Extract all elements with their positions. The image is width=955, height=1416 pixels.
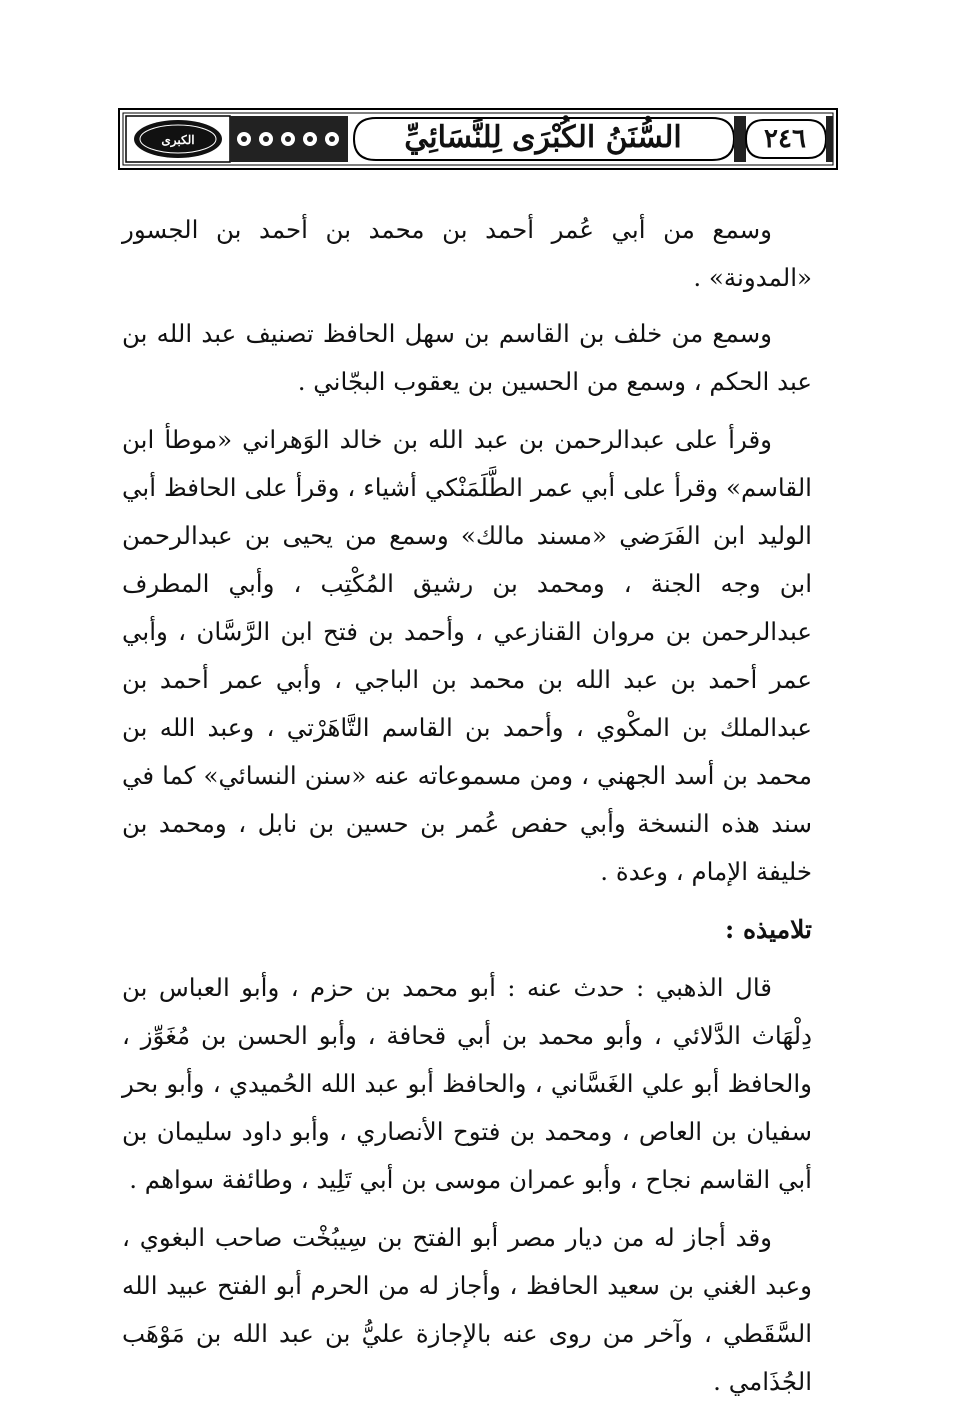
section-heading: تلاميذه : xyxy=(725,915,812,944)
paragraph: وسمع من أبي عُمر أحمد بن محمد بن أحمد بن الجسور «المدونة» . xyxy=(122,215,812,292)
paragraph: وقرأ على عبدالرحمن بن عبد الله بن خالد الوَهراني «موطأ ابن القاسم» وقرأ على أبي عمر الطَّلَمَنْكي أشياء ، وقرأ على الحافظ أبي الوليد ابن الفَرَضي «مسند مالك» وسمع من يحيى بن عبدالرحمن ابن وجه الجنة ، ومحمد بن رشيق المُكْتِب ، وأبي المطرف عبدالرحمن بن مروان القنازعي ، وأحمد بن فتح ابن الرَّسَّان ، وأبي عمر أحمد بن عبد الله بن محمد بن الباجي ، وأبي عمر أحمد بن عبدالملك بن المكْوي ، وأحمد بن القاسم التَّاهَرْتي ، وعبد الله بن محمد بن أسد الجهني ، ومن مسموعاته عنه «سنن النسائي» كما في سند هذه النسخة وأبي حفص عُمر بن حسين بن نابل ، ومحمد بن خليفة الإمام ، وعدة . xyxy=(122,425,812,886)
page-body xyxy=(122,206,812,1416)
paragraph: وقد أجاز له من ديار مصر أبو الفتح بن سِيبُخْت صاحب البغوي ، وعبد الغني بن سعيد الحافظ ، وأجاز له من الحرم أبو الفتح عبيد الله السَّقَطي ، وآخر من روى عنه بالإجازة عليُّ بن عبد الله بن مَوْهَب الجُذَامي . xyxy=(122,1223,812,1396)
running-title: السُّنَنُ الكُبْرَى لِلنَّسَائِيِّ xyxy=(404,120,682,155)
page-number: ٢٤٦ xyxy=(764,124,806,154)
header-logo: الكبرى xyxy=(161,133,195,147)
paragraph: وسمع من خلف بن القاسم بن سهل الحافظ تصنيف عبد الله بن عبد الحكم ، وسمع من الحسين بن يعقوب البجّاني . xyxy=(122,319,812,396)
page-header xyxy=(118,108,838,170)
paragraph: قال الذهبي : حدث عنه : أبو محمد بن حزم ، وأبو العباس بن دِلْهَاث الدَّلائي ، وأبو محمد بن أبي قحافة ، وأبو الحسن بن مُغَوِّز ، والحافظ أبو علي الغَسَّاني ، والحافظ أبو عبد الله الحُميدي ، وأبو بحر سفيان بن العاص ، ومحمد بن فتوح الأنصاري ، وأبو داود سليمان بن أبي القاسم نجاح ، وأبو عمران موسى بن أبي تَلِيد ، وطائفة سواهم . xyxy=(122,973,812,1194)
